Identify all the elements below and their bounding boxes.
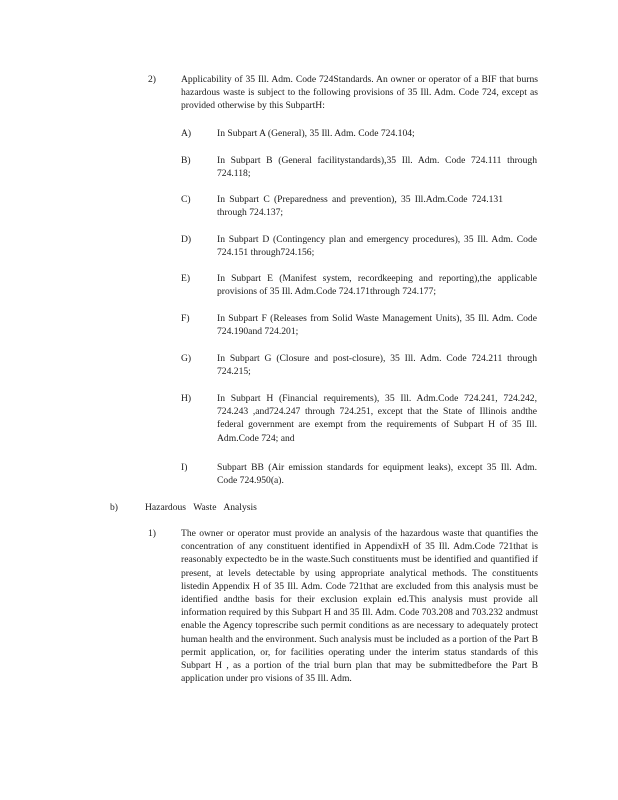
subitem-c-text: In Subpart C (Preparedness and prevention), 35 Ill.Adm.Code 724.131 through 724.137; xyxy=(217,194,503,219)
subitem-c-label: C) xyxy=(181,194,191,205)
section-b-heading: Hazardous Waste Analysis xyxy=(145,502,257,513)
subitem-f-label: F) xyxy=(181,313,190,324)
subitem-f-text: In Subpart F (Releases from Solid Waste Management Units), 35 Ill. Adm. Code 724.190and 724.201; xyxy=(217,313,537,338)
subitem-d-text: In Subpart D (Contingency plan and emergency procedures), 35 Ill. Adm. Code 724.151 through724.156; xyxy=(217,234,537,259)
subitem-i-text: Subpart BB (Air emission standards for equipment leaks), except 35 Ill. Adm. Code 724.950(a). xyxy=(217,462,537,487)
subitem-e-text: In Subpart E (Manifest system, recordkeeping and reporting),the applicable provisions of 35 Ill. Adm.Code 724.171through 724.177; xyxy=(217,273,537,298)
subitem-d-label: D) xyxy=(181,234,192,245)
subitem-a-text: In Subpart A (General), 35 Ill. Adm. Code 724.104; xyxy=(217,128,415,139)
item-b1-label: 1) xyxy=(148,528,156,539)
item-2-label: 2) xyxy=(148,74,156,85)
subitem-a-label: A) xyxy=(181,128,192,139)
item-2-text: Applicability of 35 Ill. Adm. Code 724Standards. An owner or operator of a BIF that burns hazardous waste is subject to the following provisions of 35 Ill. Adm. Code 724, except as provided otherwise by this SubpartH: xyxy=(181,74,538,112)
subitem-e-label: E) xyxy=(181,273,191,284)
subitem-g-label: G) xyxy=(181,353,192,364)
subitem-i-label: I) xyxy=(181,462,188,473)
section-b-label: b) xyxy=(110,502,118,513)
subitem-h-label: H) xyxy=(181,393,192,404)
subitem-b-text: In Subpart B (General facilitystandards),35 Ill. Adm. Code 724.111 through 724.118; xyxy=(217,155,537,180)
subitem-g-text: In Subpart G (Closure and post-closure), 35 Ill. Adm. Code 724.211 through 724.215; xyxy=(217,353,537,378)
subitem-b-label: B) xyxy=(181,155,191,166)
subitem-h-text: In Subpart H (Financial requirements), 35 Ill. Adm.Code 724.241, 724.242, 724.243 ,and724.247 through 724.251, except that the State of Illinois andthe federal government are exempt from the requirements of Subpart H of 35 Ill. Adm.Code 724; and xyxy=(217,393,537,444)
item-b1-text: The owner or operator must provide an analysis of the hazardous waste that quantifies the concentration of any constituent identified in AppendixH of 35 Ill. Adm.Code 721that is reasonably expectedto be in the waste.Such constituents must be identified and quantified if present, at levels detectable by using appropriate analytical methods. The constituents listedin Appendix H of 35 Ill. Adm. Code 721that are excluded from this analysis must be identified andthe basis for their exclusion explain ed.This analysis must provide all information required by this Subpart H and 35 Ill. Adm. Code 703.208 and 703.232 andmust enable the Agency toprescribe such permit conditions as are necessary to adequately protect human health and the environment. Such analysis must be included as a portion of the Part B permit application, or, for facilities operating under the interim status standards of this Subpart H , as a portion of the trial burn plan that may be submittedbefore the Part B application under pro visions of 35 Ill. Adm. xyxy=(181,528,538,685)
